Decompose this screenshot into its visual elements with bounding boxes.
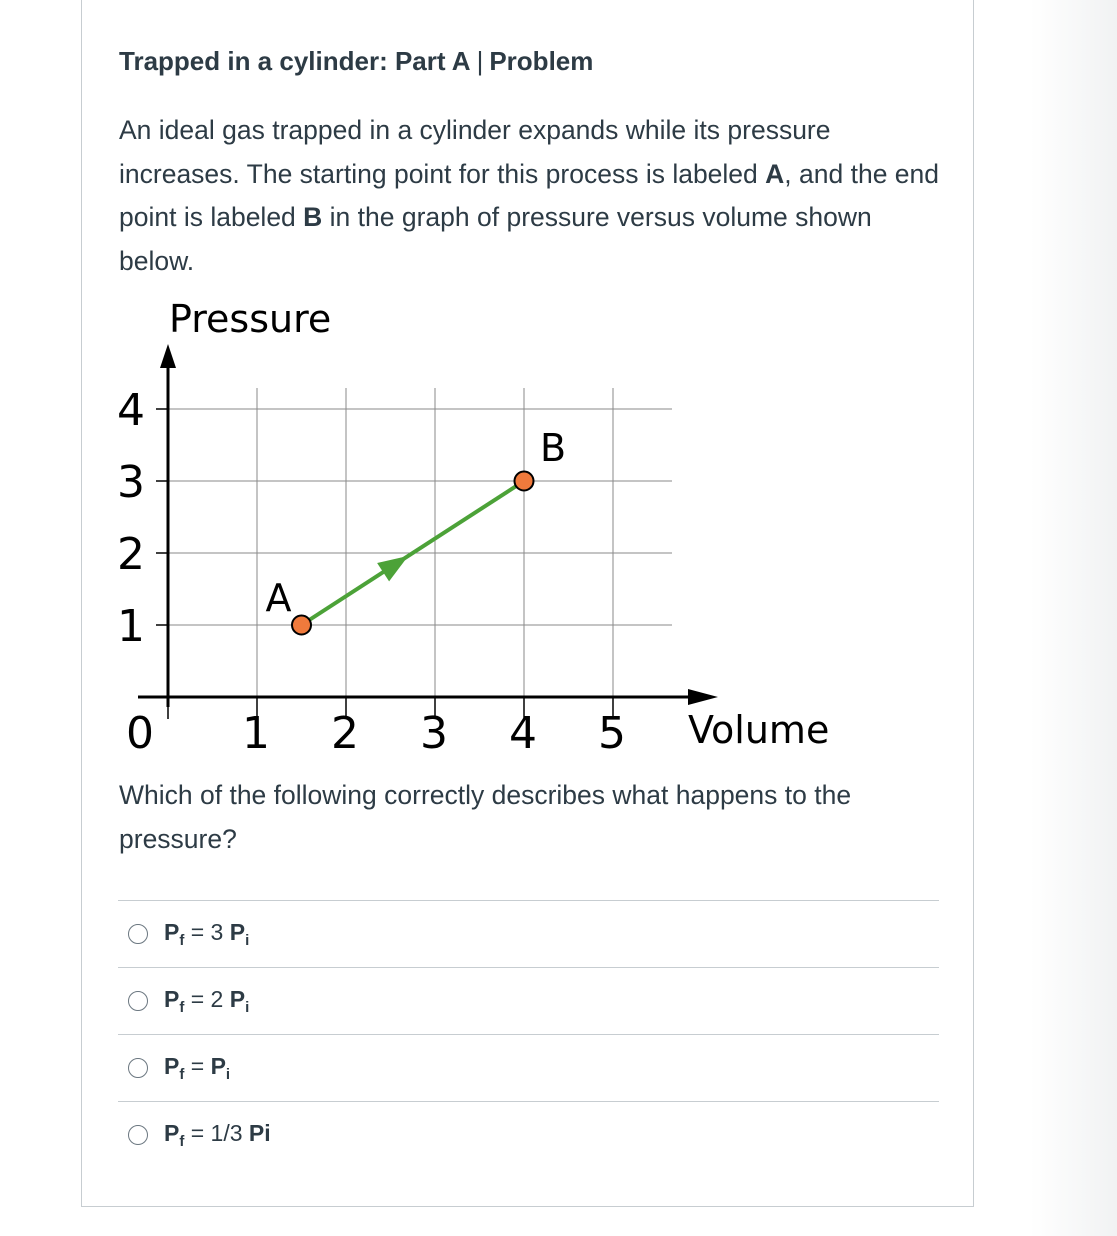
- answer-option[interactable]: [118, 967, 939, 1034]
- x-tick-label: 4: [509, 708, 537, 759]
- radio-button[interactable]: [128, 924, 148, 944]
- x-tick-label: 5: [598, 708, 626, 759]
- y-tick-label: 4: [117, 385, 145, 436]
- point-b-label: B: [539, 426, 567, 470]
- radio-button[interactable]: [128, 991, 148, 1011]
- x-tick-label: 0: [126, 708, 154, 759]
- y-tick-label: 2: [117, 529, 145, 580]
- point-a-marker: [292, 616, 311, 635]
- answer-option[interactable]: [118, 1034, 939, 1101]
- y-tick-label: 1: [117, 601, 145, 652]
- question-text: Which of the following correctly describes what happens to the pressure?: [119, 780, 852, 854]
- point-b-marker: [515, 472, 534, 491]
- x-tick-label: 1: [242, 708, 270, 759]
- answer-label: $P_f = 3$ $P_i$: [164, 919, 250, 949]
- answer-option[interactable]: [118, 900, 939, 967]
- y-axis-label: Pressure: [169, 297, 332, 341]
- x-axis-label: Volume: [688, 708, 830, 752]
- answer-list: [118, 900, 939, 1168]
- y-axis-arrowhead: [160, 344, 176, 368]
- x-tick-label: 2: [331, 708, 359, 759]
- answer-label: $P_f = P_i$: [164, 1053, 231, 1083]
- radio-button[interactable]: [128, 1058, 148, 1078]
- problem-intro: An ideal gas trapped in a cylinder expands while its pressure increases. The starting point for this process is labeled A, and the end point is labeled B in the graph of pressure versus volume shown below.: [119, 115, 940, 276]
- point-a-label: A: [265, 576, 292, 620]
- x-axis-arrowhead: [688, 689, 718, 705]
- direction-arrowhead: [377, 556, 408, 582]
- x-tick-label: 3: [420, 708, 448, 759]
- page-title: Trapped in a cylinder: Part A | Problem: [119, 46, 594, 76]
- answer-label: $P_f = 1/3$ Pi: [164, 1120, 271, 1150]
- answer-option[interactable]: [118, 1101, 939, 1168]
- radio-button[interactable]: [128, 1125, 148, 1145]
- y-tick-label: 3: [117, 457, 145, 508]
- answer-label: $P_f = 2$ $P_i$: [164, 986, 250, 1016]
